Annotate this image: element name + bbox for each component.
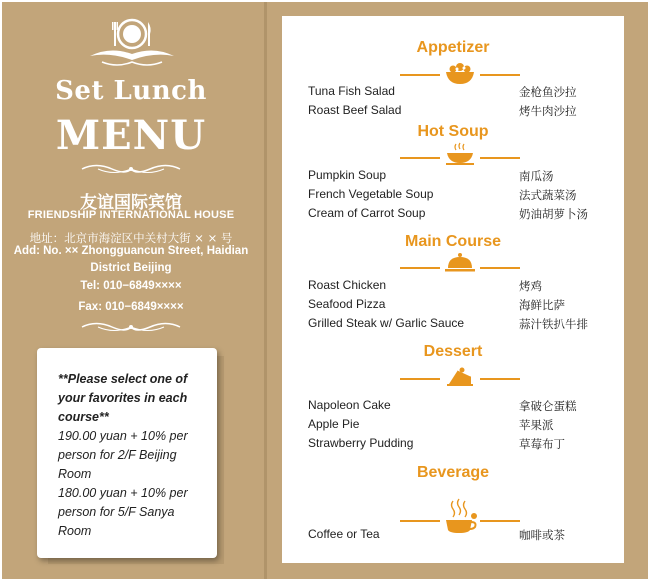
menu-item-en: Strawberry Pudding [308, 436, 414, 450]
menu-item-en: Roast Beef Salad [308, 103, 402, 117]
menu-item-en: Cream of Carrot Soup [308, 206, 426, 220]
menu-item-cn: 拿破仑蛋糕 [519, 399, 577, 413]
menu-item-cn: 法式蔬菜汤 [519, 188, 577, 202]
salad-bowl-icon [444, 62, 476, 86]
menu-item-cn: 草莓布丁 [519, 437, 565, 451]
note-line: 180.00 yuan + 10% per [58, 486, 188, 500]
coffee-cup-icon [442, 498, 482, 536]
plate-cutlery-icon [80, 16, 184, 72]
note-line: your favorites in each [58, 391, 188, 405]
title-menu: MENU [55, 112, 207, 159]
menu-item-cn: 奶油胡萝卜汤 [519, 207, 588, 221]
menu-item-cn: 金枪鱼沙拉 [519, 85, 577, 99]
address-english-line2: District Beijing [90, 262, 172, 274]
menu-item-en: French Vegetable Soup [308, 187, 434, 201]
note-line: Room [58, 524, 92, 538]
cloche-icon [444, 252, 476, 274]
menu-item-cn: 苹果派 [519, 418, 554, 432]
note-line: Room [58, 467, 92, 481]
section-title-main-course: Main Course [404, 233, 501, 250]
menu-item-cn: 烤牛肉沙拉 [519, 104, 577, 118]
note-line: **Please select one of [58, 372, 188, 386]
section-title-hot-soup: Hot Soup [417, 123, 489, 140]
hotel-name-english: FRIENDSHIP INTERNATIONAL HOUSE [27, 209, 235, 221]
menu-item-en: Coffee or Tea [308, 527, 380, 541]
section-title-beverage: Beverage [416, 464, 490, 481]
menu-item-en: Tuna Fish Salad [308, 84, 395, 98]
section-title-dessert: Dessert [423, 343, 483, 360]
menu-item-cn: 海鲜比萨 [519, 298, 565, 312]
note-line: person for 2/F Beijing [58, 448, 177, 462]
telephone: Tel: 010−6849×××× [80, 280, 182, 292]
menu-item-en: Seafood Pizza [308, 297, 386, 311]
cake-slice-icon [446, 364, 474, 388]
price-note-text [58, 370, 208, 541]
note-line: 190.00 yuan + 10% per [58, 429, 188, 443]
menu-item-en: Grilled Steak w/ Garlic Sauce [308, 316, 465, 330]
price-note-card [37, 348, 217, 558]
menu-item-en: Roast Chicken [308, 278, 387, 292]
menu-item-en: Napoleon Cake [308, 398, 391, 412]
menu-item-cn: 南瓜汤 [519, 169, 554, 183]
soup-bowl-icon [444, 142, 476, 166]
menu-item-en: Pumpkin Soup [308, 168, 387, 182]
address-chinese: 地址：北京市海淀区中关村大街 × × 号 [29, 231, 233, 245]
note-line: course** [58, 410, 109, 424]
menu-item-cn: 蒜汁铁扒牛排 [519, 317, 588, 331]
menu-item-en: Apple Pie [308, 417, 360, 431]
address-english-line1: Add: No. ×× Zhongguancun Street, Haidian [13, 245, 249, 257]
flourish-divider-icon [78, 318, 184, 336]
flourish-divider-icon [78, 160, 184, 178]
menu-item-cn: 咖啡或茶 [519, 528, 565, 542]
title-set-lunch: Set Lunch [55, 76, 207, 106]
fax: Fax: 010−6849×××× [78, 301, 184, 313]
menu-item-cn: 烤鸡 [519, 279, 542, 293]
note-line: person for 5/F Sanya [58, 505, 175, 519]
section-title-appetizer: Appetizer [416, 39, 490, 56]
hotel-name-chinese: 友谊国际宾馆 [80, 193, 182, 213]
